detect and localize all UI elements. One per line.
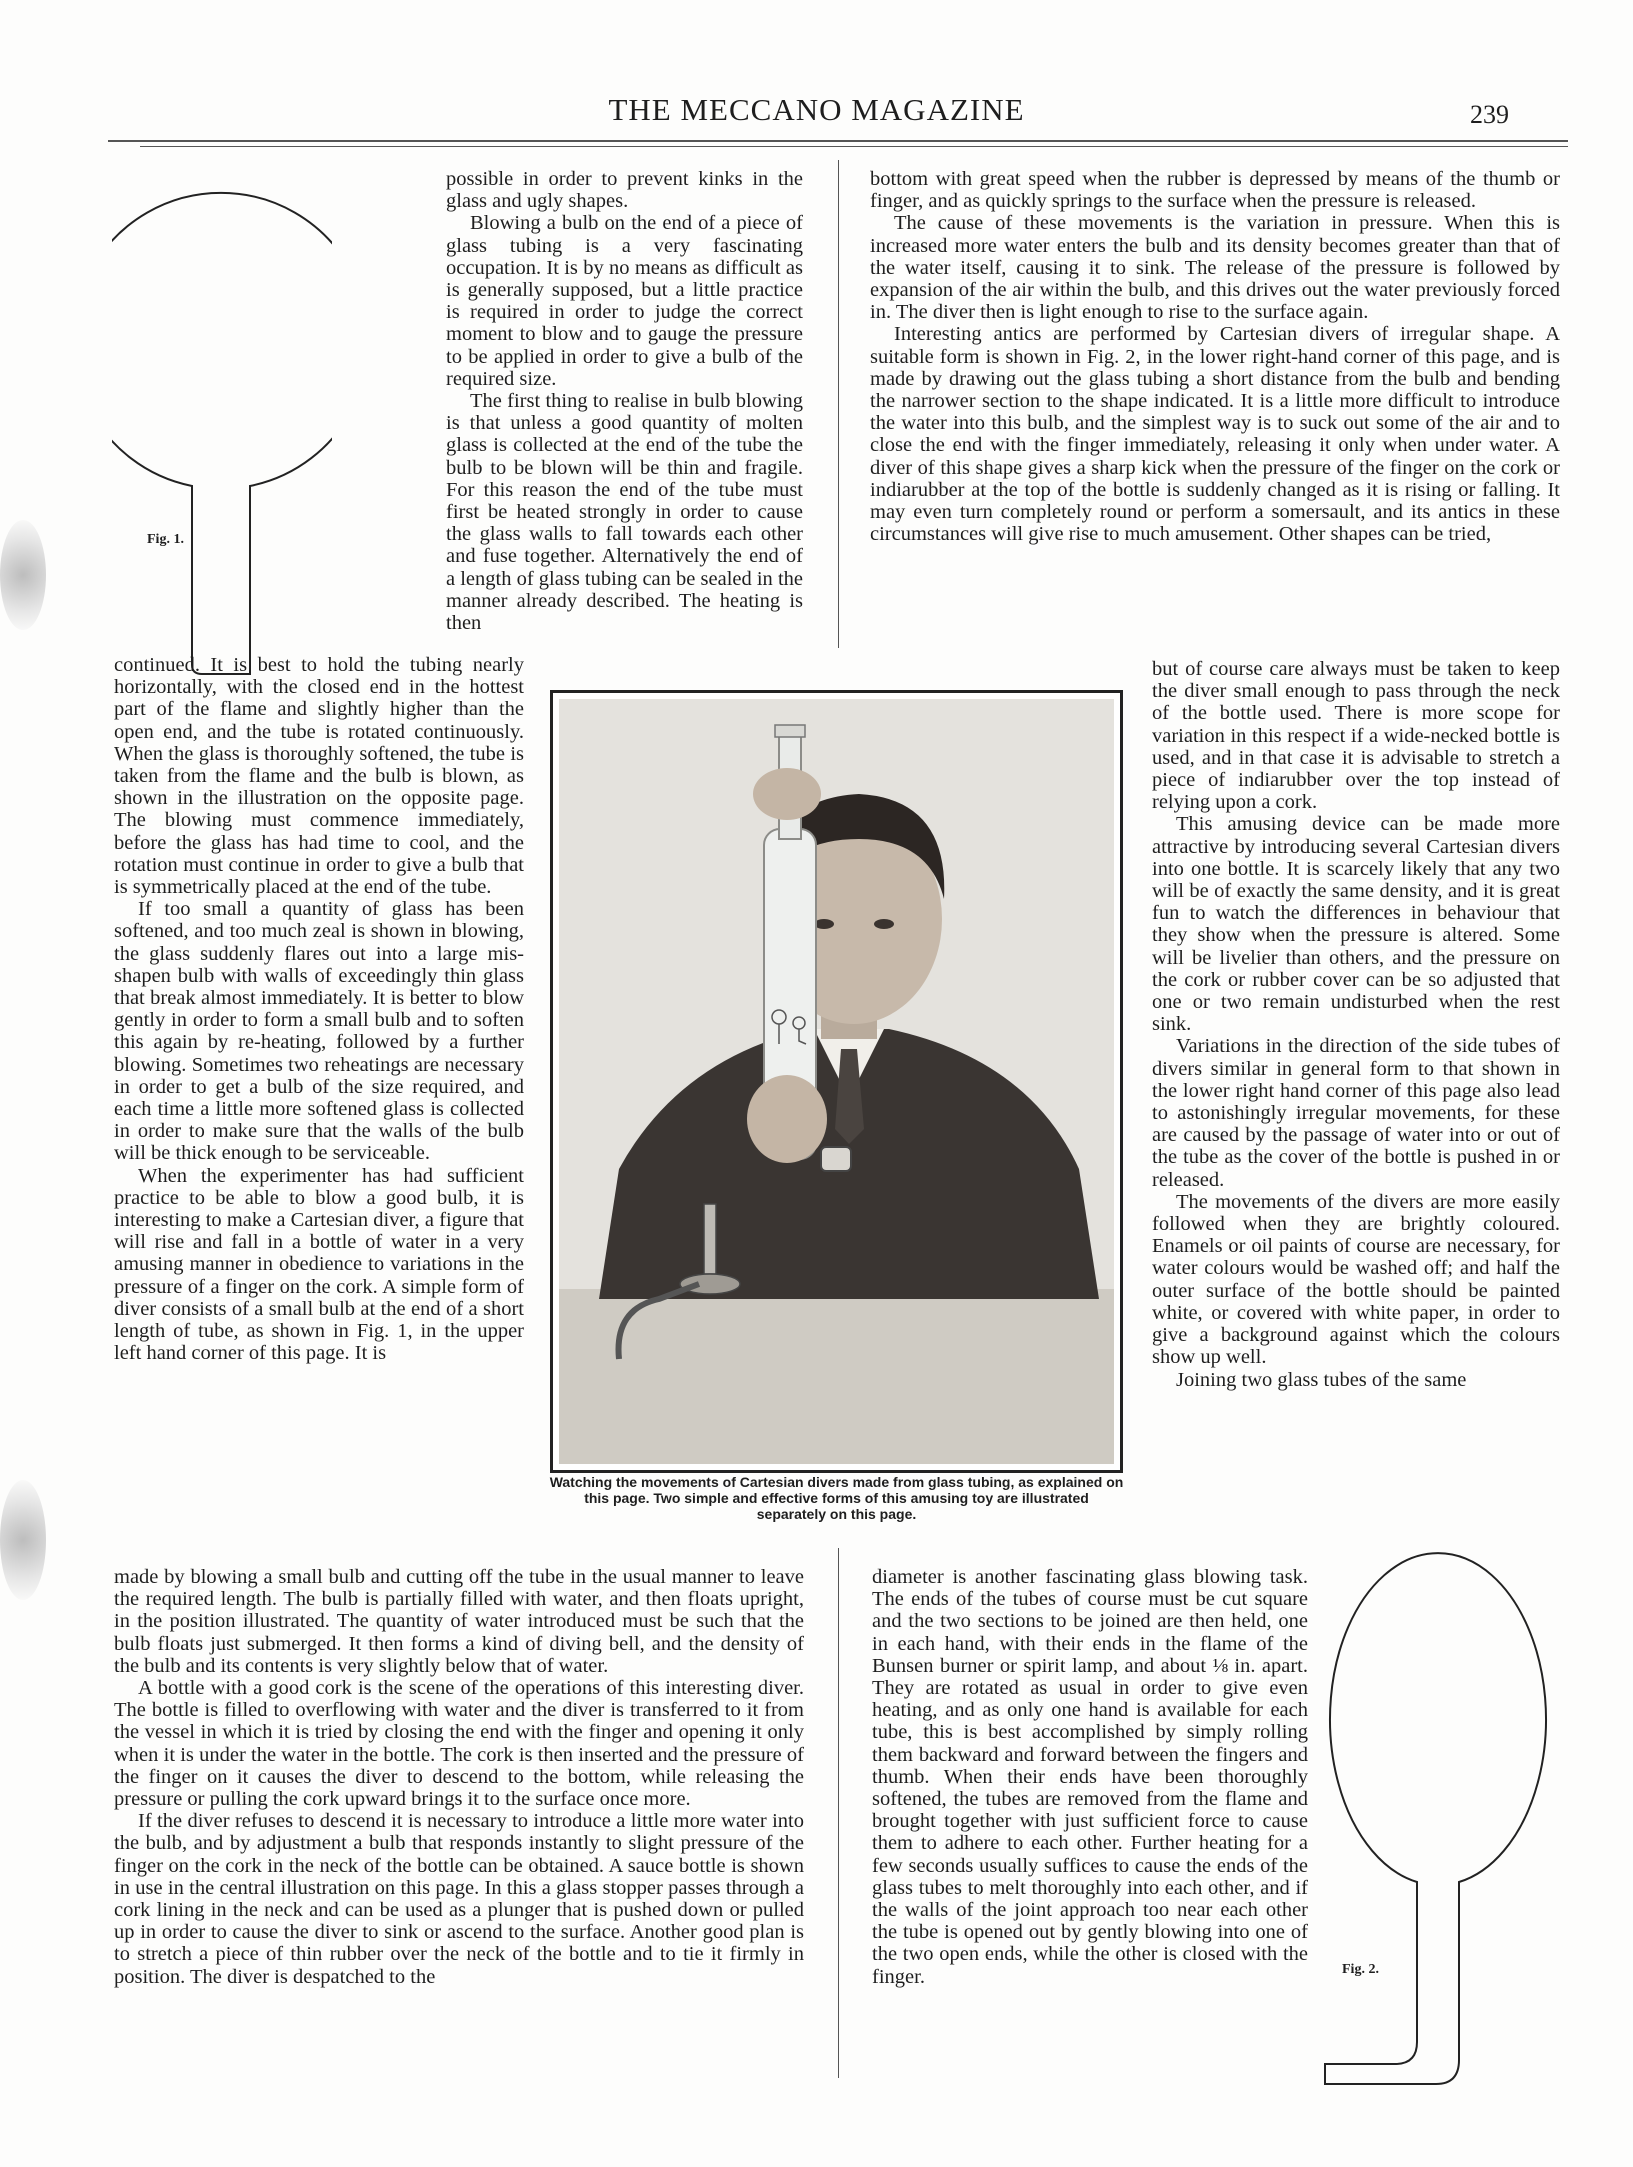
column-2-middle-text: but of course care always must be taken to keep the diver small enough to pass through the neck of the bottle used. There is more scope for variation in this respect if a wide-necked bottle is used, and in that case it is advisable to stretch a piece of indiarubber over the top instead of relying upon a cork. This amusing device can be made more attractive by introducing several Cartesian divers into one bottle. It is scarcely likely that any two will be of exactly the same density, and it is great fun to watch the differences in behaviour that they show when the pressure is altered. Some will be livelier than others, and the pressure on the cork or rubber cover can be so adjusted that one or two remain undisturbed when the rest sink. Variations in the direction of the side tubes of divers similar in general form to that shown in the lower right hand corner of this page also lead to astonishingly irregular movements, for these are caused by the passage of water into or out of the tube as the cover of the bottle is pushed in or released. The movements of the divers are more easily followed when they are brightly coloured. Enamels or oil paints of course are necessary, for water colours would be washed off; and half the outer surface of the bottle should be painted white, or covered with white paper, in order to give a background against which the colours show up well. Joining two glass tubes of the same [1152, 658, 1560, 1391]
fig1-label: Fig. 1. [147, 532, 184, 547]
scan-blemish [0, 520, 46, 630]
header-rule-thin [140, 146, 1568, 147]
column-2-top-text: bottom with great speed when the rubber is depressed by means of the thumb or finger, and as quickly springs to the surface when the pressure is released. The cause of these movements is the variation in pressure. When this is increased more water enters the bulb and its density becomes greater than that of the water itself, causing it to sink. The release of the pressure is followed by expansion of the air within the bulb, and this drives out the water previously forced in. The diver then is light enough to rise to the surface again. Interesting antics are performed by Cartesian divers of irregular shape. A suitable form is shown in Fig. 2, in the lower right-hand corner of this page, and is made by drawing out the glass tubing a short distance from the bulb and bending the narrower section to the shape indicated. It is a little more difficult to introduce the water into this bulb, and the simplest way is to suck out some of the air and to close the end with the finger immediately, releasing it only when under water. A diver of this shape gives a sharp kick when the pressure of the finger on the cork or indiarubber at the top of the bottle is suddenly changed as it is rising or falling. It may even turn completely round or perform a somersault, and its antics in these circumstances will give rise to much amusement. Other shapes can be tried, [870, 168, 1560, 546]
column-1-top-text: possible in order to prevent kinks in the glass and ugly shapes. Blowing a bulb on the end of a piece of glass tubing is a very fascinating occupation. It is by no means as difficult as is generally supposed, but a little practice is required in order to judge the correct moment to blow and to gauge the pressure to be applied in order to give a bulb of the required size. The first thing to realise in bulb blowing is that unless a good quantity of molten glass is collected at the end of the tube the bulb to be blown will be thin and fragile. For this reason the end of the tube must first be heated strongly in order to cause the glass walls to fall towards each other and fuse together. Alternatively the end of a length of glass tubing can be sealed in the manner already described. The heating is then [446, 168, 803, 635]
header-rule [108, 140, 1568, 142]
page-number: 239 [1470, 100, 1509, 129]
magazine-title: THE MECCANO MAGAZINE [608, 92, 1025, 127]
fig2-diver-illustration [1320, 1552, 1565, 2092]
photo-boy-with-bottle [559, 699, 1114, 1464]
fig2-label: Fig. 2. [1342, 1962, 1379, 1977]
photo-caption: Watching the movements of Cartesian divers made from glass tubing, as explained on this page. Two simple and effective forms of this amusing toy are illustrated separately on this page. [549, 1474, 1124, 1522]
photo-scene-illustration [559, 699, 1114, 1464]
column-divider-bottom [838, 1548, 839, 2078]
column-2-bottom-text: diameter is another fascinating glass blowing task. The ends of the tubes of course must be cut square and the two sections to be joined are then held, one in each hand, with their ends in the flame of the Bunsen burner or spirit lamp, and about ⅛ in. apart. They are rotated as usual in order to give even heating, and as only one hand is available for each tube, this is best accomplished by simply rolling them backward and forward between the fingers and thumb. When their ends have been thoroughly softened, the tubes are removed from the flame and brought together with just sufficient force to cause them to adhere to each other. Further heating for a few seconds usually suffices to cause the ends of the glass tubes to melt thoroughly into each other, and if the walls of the joint approach too near each other the tube is opened out by gently blowing into one of the two open ends, while the other is closed with the finger. [872, 1566, 1308, 1988]
column-1-middle-text: continued. It is best to hold the tubing nearly horizontally, with the closed end in the hottest part of the flame and slightly higher than the open end, and the tube is rotated continuously. When the glass is thoroughly softened, the tube is taken from the flame and the bulb is blown, as shown in the illustration on the opposite page. The blowing must commence immediately, before the glass has had time to cool, and the rotation must continue in order to give a bulb that is symmetrically placed at the end of the tube. If too small a quantity of glass has been softened, and too much zeal is shown in blowing, the glass suddenly flares out into a large mis-shapen bulb with walls of exceedingly thin glass that break almost immediately. It is better to blow gently in order to form a small bulb and to soften this again by re-heating, followed by a further blowing. Sometimes two reheatings are necessary in order to get a bulb of the size required, and each time a little more softened glass is collected in order to make sure that the walls of the bulb will be thick enough to be serviceable. When the experimenter has had sufficient practice to be able to blow a good bulb, it is interesting to make a Cartesian diver, a figure that will rise and fall in a bottle of water in a very amusing manner in obedience to variations in the pressure of a finger on the cork. A simple form of diver consists of a small bulb at the end of a short length of tube, as shown in Fig. 1, in the upper left hand corner of this page. It is [114, 654, 524, 1365]
photo-frame [550, 690, 1123, 1473]
scan-blemish [0, 1480, 46, 1600]
column-1-bottom-text: made by blowing a small bulb and cutting off the tube in the usual manner to leave the required length. The bulb is partially filled with water, and then floats upright, in the position illustrated. The quantity of water introduced must be such that the bulb floats just submerged. It then forms a kind of diving bell, and the density of the bulb and its contents is very slightly below that of water. A bottle with a good cork is the scene of the operations of this interesting diver. The bottle is filled to overflowing with water and the diver is transferred to it from the vessel in which it is tried by closing the end with the finger and opening it only when it is under the water in the bottle. The cork is then inserted and the pressure of the finger on it causes the diver to descend to the bottom, while releasing the pressure or pulling the cork upward brings it to the surface once more. If the diver refuses to descend it is necessary to introduce a little more water into the bulb, and by adjustment a bulb that responds instantly to slight pressure of the finger on the cork in the neck of the bottle can be obtained. A sauce bottle is shown in use in the central illustration on this page. In this a glass stopper passes through a cork lining in the neck and can be used as a plunger that is pushed down or pulled up in order to cause the diver to sink or ascend to the surface. Another good plan is to stretch a piece of thin rubber over the neck of the bottle and to tie it firmly in position. The diver is despatched to the [114, 1566, 804, 1988]
fig1-diver-illustration [112, 160, 332, 680]
column-divider-top [838, 160, 839, 648]
